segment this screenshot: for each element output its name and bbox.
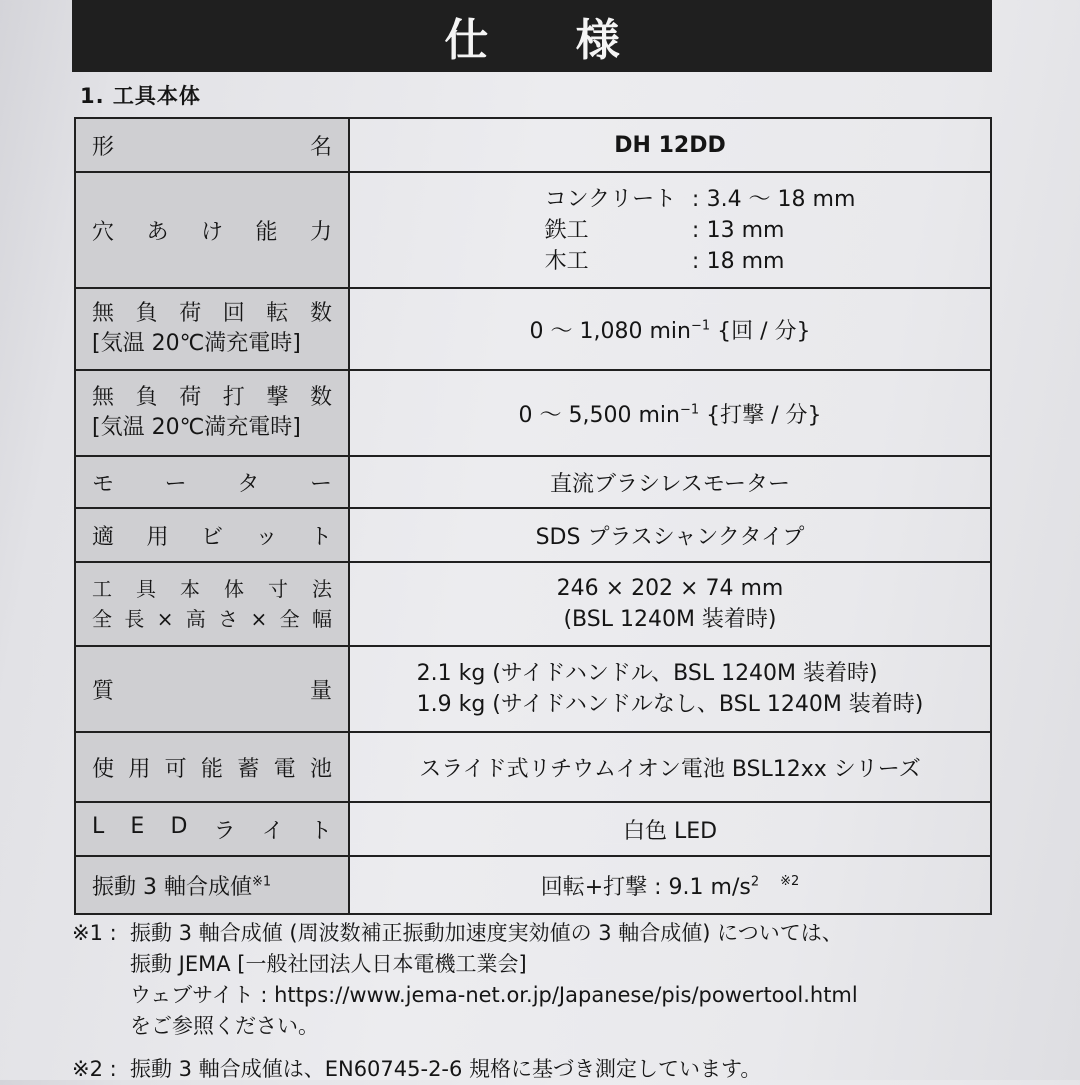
table-row-motor — [75, 456, 991, 508]
row-label-led-light: L E D ラ イ ト — [75, 802, 349, 856]
row-value-led-light: 白色 LED — [349, 802, 991, 856]
footnotes — [72, 918, 1032, 1085]
footnote-mark: ※2 : — [72, 1057, 117, 1081]
table-row-led-light — [75, 802, 991, 856]
condition-note: [気温 20℃満充電時] — [92, 331, 301, 356]
table-row-dimensions — [75, 562, 991, 646]
row-label-model: 形 名 — [75, 118, 349, 172]
row-label-vibration: 振動 3 軸合成値$^{※1}$ — [75, 856, 349, 914]
table-row-no-load-speed — [75, 288, 991, 370]
row-label-applicable-bit: 適 用 ビ ッ ト — [75, 508, 349, 562]
table-row-battery — [75, 732, 991, 802]
table-row-applicable-bit — [75, 508, 991, 562]
row-value-motor: 直流ブラシレスモーター — [349, 456, 991, 508]
footnote-mark: ※1 : — [72, 921, 117, 945]
spec-table — [74, 117, 992, 915]
table-row-drilling-capacity — [75, 172, 991, 288]
row-value-model: DH 12DD — [349, 118, 991, 172]
section-heading: 1. 工具本体 — [80, 84, 201, 108]
footnote-2: ※2 : 振動 3 軸合成値は、EN60745-2-6 規格に基づき測定しています。 — [72, 1054, 1032, 1085]
row-value-applicable-bit: SDS プラスシャンクタイプ — [349, 508, 991, 562]
table-row-vibration — [75, 856, 991, 914]
row-value-vibration: 回転+打撃 : 9.1 $m/s^2$ $^{※2}$ — [349, 856, 991, 914]
row-value-dimensions: 246 × 202 × 74 mm (BSL 1240M 装着時) — [349, 562, 991, 646]
footnote-1: ※1 : 振動 3 軸合成値 (周波数補正振動加速度実効値の 3 軸合成値) については、 振動 JEMA [一般社団法人日本電機工業会] ウェブサイト : https://www.jema-net.or.jp/Japanese/pis/powertool.html をご参照ください。 — [72, 918, 1032, 1042]
jema-url: ウェブサイト : https://www.jema-net.or.jp/Japanese/pis/powertool.html — [130, 983, 858, 1007]
row-label-motor: モ ー タ ー — [75, 456, 349, 508]
page-title: 仕 様 — [444, 15, 656, 66]
capacity-steel: 鉄工 : 13 mm — [544, 217, 785, 243]
title-bar — [72, 0, 992, 72]
table-row-model — [75, 118, 991, 172]
row-label-dimensions: 工 具 本 体 寸 法 全 長 × 高 さ × 全 幅 — [75, 562, 349, 646]
row-label-no-load-speed: 無 負 荷 回 転 数 [気温 20℃満充電時] — [75, 288, 349, 370]
capacity-wood: 木工 : 18 mm — [544, 248, 785, 274]
capacity-concrete: コンクリート : 3.4 〜 18 mm — [544, 186, 856, 212]
table-row-mass — [75, 646, 991, 732]
row-value-no-load-speed: 0 〜 1,080 $\min^{-1}$ {回 / 分} — [349, 288, 991, 370]
row-label-drilling-capacity: 穴 あ け 能 力 — [75, 172, 349, 288]
condition-note: [気温 20℃満充電時] — [92, 415, 301, 440]
row-label-no-load-blow-rate: 無 負 荷 打 撃 数 [気温 20℃満充電時] — [75, 370, 349, 456]
row-value-battery: スライド式リチウムイオン電池 BSL12xx シリーズ — [349, 732, 991, 802]
row-value-no-load-blow-rate: 0 〜 5,500 $\min^{-1}$ {打撃 / 分} — [349, 370, 991, 456]
row-value-drilling-capacity — [349, 172, 991, 288]
row-label-battery: 使 用 可 能 蓄 電 池 — [75, 732, 349, 802]
row-label-mass: 質 量 — [75, 646, 349, 732]
table-row-no-load-blow-rate — [75, 370, 991, 456]
row-value-mass: 2.1 kg (サイドハンドル、BSL 1240M 装着時) 1.9 kg (サイドハンドルなし、BSL 1240M 装着時) — [349, 646, 991, 732]
